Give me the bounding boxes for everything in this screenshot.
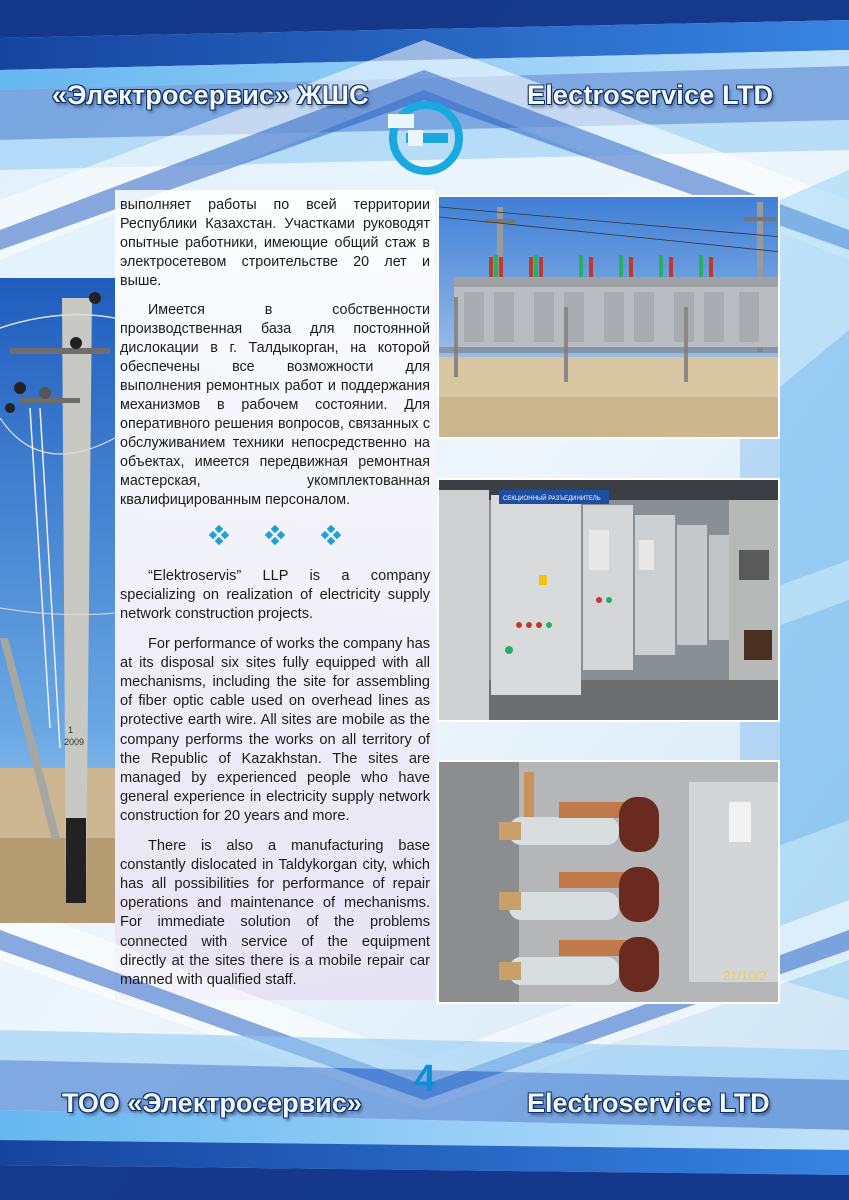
power-pole-photo	[0, 278, 115, 923]
svg-text:2009: 2009	[64, 737, 85, 747]
header-right-title: Electroservice LTD	[527, 80, 774, 110]
diamond-ornament-icon	[266, 526, 284, 544]
bushings-photo	[437, 760, 780, 1004]
header-left-title: «Электросервис» ЖШС	[52, 80, 369, 110]
switchgear-photo	[437, 478, 780, 722]
diamond-ornament-icon	[322, 526, 340, 544]
russian-paragraph-2: Имеется в собственности производственная база для постоянной дислокации в г. Талдыкорган, на которой обеспечены все возможности для выполнения ремонтных работ и поддержания механизмов в рабочем состоянии. Для оперативного решения вопросов, связанных с обслуживанием техники непосредственно на объектах, имеется передвижная ремонтная мастерская, укомплектованная квалифицированным персоналом.	[120, 302, 430, 508]
substation-photo	[437, 195, 780, 439]
date-stamp: 21/10/2	[723, 968, 767, 983]
english-paragraph-1: “Elektroservis” LLP is a company specializing on realization of electricity supply network construction projects.	[120, 568, 430, 623]
diamond-ornament-icon	[210, 526, 228, 544]
page-number: 4	[414, 1058, 436, 1100]
footer-right-title: Electroservice LTD	[527, 1088, 770, 1118]
company-e-logo-icon	[388, 100, 464, 176]
footer-left-title: ТОО «Электросервис»	[62, 1088, 362, 1118]
russian-paragraph-1: выполняет работы по всей территории Республики Казахстан. Участками руководят опытные работники, имеющие общий стаж в электросетевом строительстве 20 лет и выше.	[120, 197, 430, 289]
russian-text-block	[120, 196, 430, 520]
svg-text:1: 1	[68, 725, 74, 735]
english-paragraph-2: For performance of works the company has at its disposal six sites fully equipped with all mechanisms, including the site for assembling of fiber optic cable used on overhead lines as protective earth wire. All sites are mobile as the company performs the works on all territory of the Republic of Kazakhstan. The sites are managed by experienced people who have general experience in electricity supply network construction for 20 years and more.	[120, 635, 430, 825]
english-paragraph-3: There is also a manufacturing base constantly dislocated in Taldykorgan city, which has all possibilities for performance of repair operations and maintenance of mechanisms. For immediate solution of the problems connected with service of the equipment directly at the sites there is a mobile repair car manned with qualified staff.	[120, 837, 430, 989]
switchgear-label: СЕКЦИОННЫЙ РАЗЪЕДИНИТЕЛЬ	[503, 496, 601, 502]
section-divider	[210, 526, 340, 544]
english-text-block	[120, 567, 430, 1000]
